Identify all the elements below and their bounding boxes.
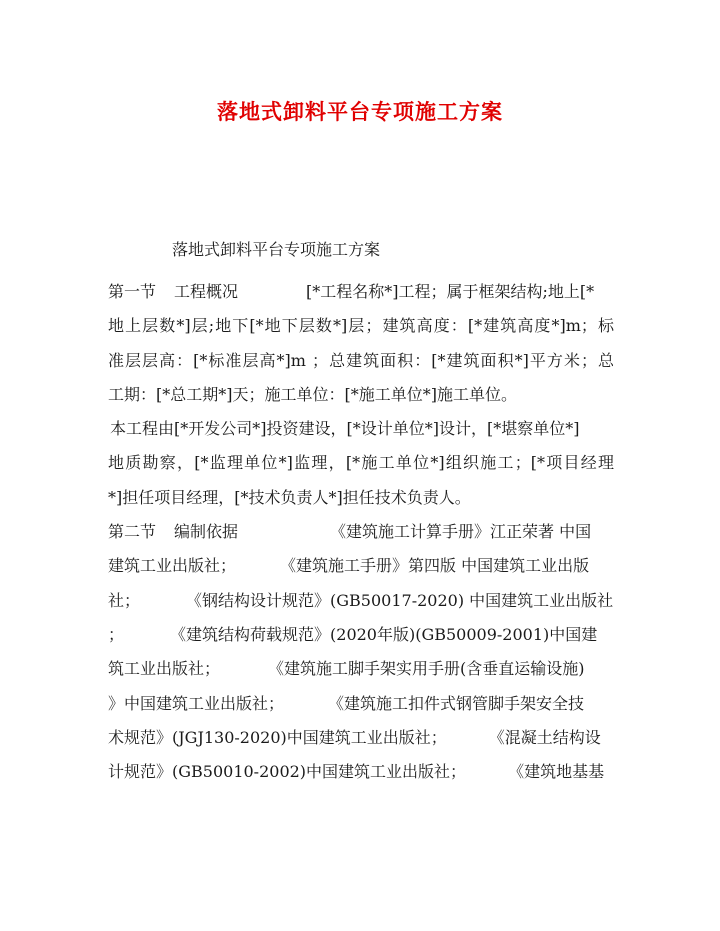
body-line-2: 地上层数*]层;地下[*地下层数*]层；建筑高度：[*建筑高度*]m；标: [108, 316, 614, 336]
line-text: 《建筑施工脚手架实用手册(含垂直运输设施): [268, 659, 585, 679]
line-text: 社；: [108, 590, 141, 610]
line-text: [*工程名称*]工程；属于框架结构;地上[*: [306, 282, 595, 301]
body-line-12: [108, 652, 614, 686]
body-line-6: 地质勘察，[*监理单位*]监理，[*施工单位*]组织施工；[*项目经理: [108, 453, 614, 473]
body-line-7: *]担任项目经理，[*技术负责人*]担任技术负责人。: [108, 487, 471, 507]
document-body: [108, 275, 614, 789]
document-subtitle: 落地式卸料平台专项施工方案: [172, 240, 381, 259]
section-heading: 编制依据: [174, 522, 239, 542]
body-line-10: [108, 584, 614, 618]
line-text: 《建筑结构荷载规范》(2020年版)(GB50009-2001)中国建: [170, 624, 598, 644]
body-line-5: 本工程由[*开发公司*]投资建设，[*设计单位*]设计，[*堪察单位*]: [110, 419, 580, 439]
body-line-9: [108, 549, 614, 583]
line-text: 术规范》(JGJ130-2020)中国建筑工业出版社；: [108, 727, 447, 747]
line-text: 《建筑施工扣件式钢管脚手架安全技: [328, 693, 585, 713]
section-heading: 工程概况: [174, 282, 239, 301]
body-line-15: [108, 755, 614, 789]
line-text: 《建筑施工手册》第四版 中国建筑工业出版: [280, 556, 590, 576]
line-text: ；: [108, 624, 125, 644]
line-text: 《建筑地基基: [508, 762, 605, 782]
line-text: 《混凝土结构设: [488, 727, 601, 747]
body-line-14: [108, 721, 614, 755]
line-text: 《建筑施工计算手册》江正荣著 中国: [330, 522, 592, 542]
body-line-13: [108, 687, 614, 721]
body-line-1: [108, 275, 614, 309]
section-number: 第二节: [108, 522, 157, 542]
body-line-3: 准层层高：[*标准层高*]m ；总建筑面积：[*建筑面积*]平方米；总: [108, 350, 614, 370]
document-title: 落地式卸料平台专项施工方案: [217, 99, 503, 124]
section-number: 第一节: [108, 282, 157, 301]
line-text: 计规范》(GB50010-2002)中国建筑工业出版社；: [108, 762, 467, 782]
line-text: 》中国建筑工业出版社；: [108, 693, 285, 713]
body-line-4: 工期：[*总工期*]天；施工单位：[*施工单位*]施工单位。: [108, 384, 517, 404]
line-text: 建筑工业出版社；: [108, 556, 237, 576]
line-text: 筑工业出版社；: [108, 659, 221, 679]
body-line-11: [108, 618, 614, 652]
line-text: 《钢结构设计规范》(GB50017-2020) 中国建筑工业出版社: [186, 590, 614, 610]
body-line-8: [108, 515, 614, 549]
